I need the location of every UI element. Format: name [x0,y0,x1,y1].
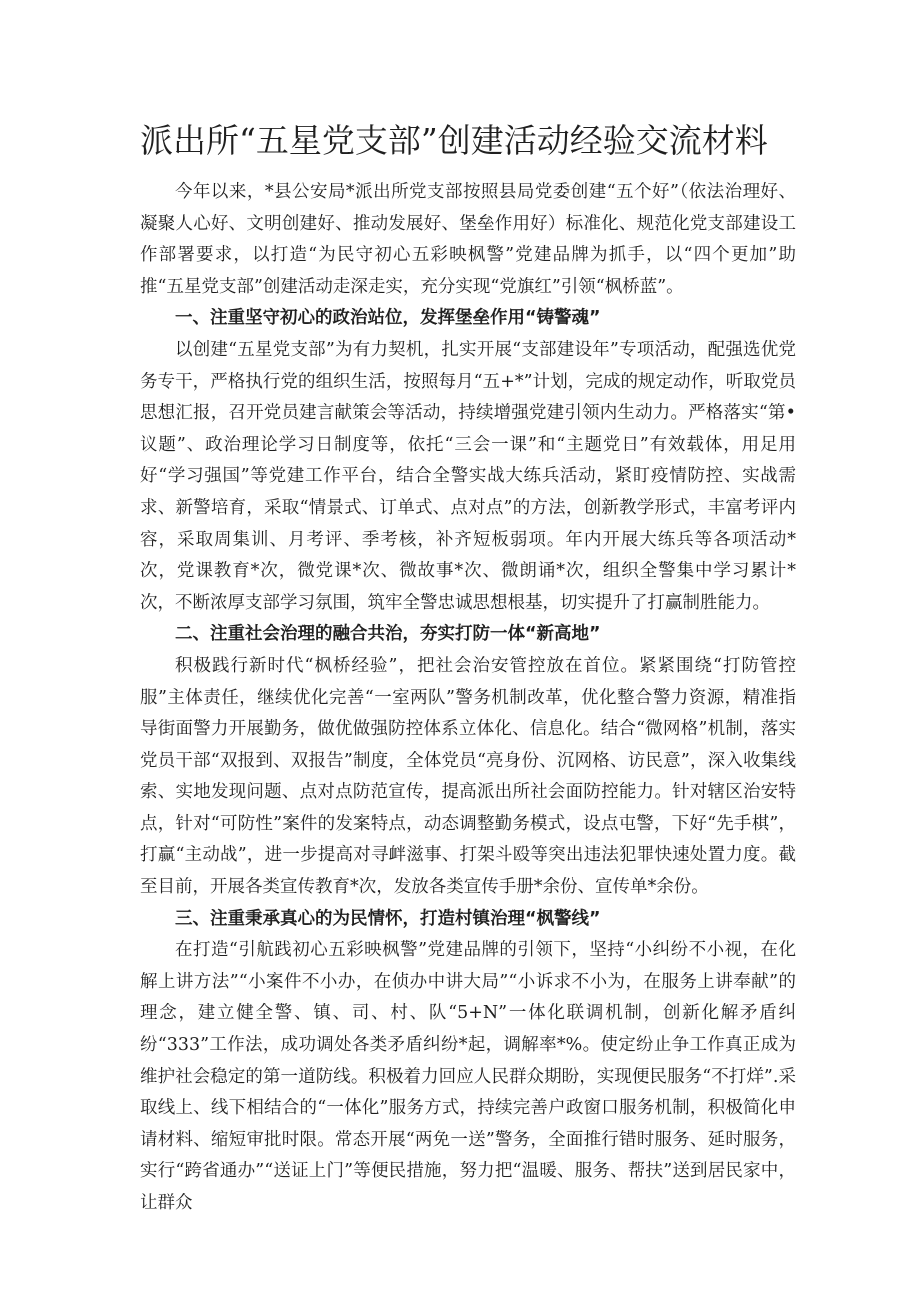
document-title: 派出所“五星党支部”创建活动经验交流材料 [140,121,768,160]
section-paragraph-3: 在打造“引航践初心五彩映枫警”党建品牌的引领下，坚持“小纠纷不小视，在化解上讲方法”“小案件不小办，在侦办中讲大局”“小诉求不小为，在服务上讲奉献”的理念，建立健全警、镇、司、村、队“5+N”一体化联调机制，创新化解矛盾纠纷“333”工作法，成功调处各类矛盾纠纷*起，调解率*%。使定纷止争工作真正成为维护社会稳定的第一道防线。积极着力回应人民群众期盼，实现便民服务“不打烊”.采取线上、线下相结合的“一体化”服务方式，持续完善户政窗口服务机制，积极简化申请材料、缩短审批时限。常态开展“两免一送”警务，全面推行错时服务、延时服务，实行“跨省通办”“送证上门”等便民措施，努力把“温暖、服务、帮扶”送到居民家中，让群众 [140,940,796,1213]
section-heading-2: 二、注重社会治理的融合共治，夯实打防一体“新高地” [175,624,601,645]
section-paragraph-1: 以创建“五星党支部”为有力契机，扎实开展“支部建设年”专项活动，配强选优党务专干，严格执行党的组织生活，按照每月“五+*”计划，完成的规定动作，听取党员思想汇报，召开党员建言献策会等活动，持续增强党建引领内生动力。严格落实“第•议题”、政治理论学习日制度等，依托“三会一课”和“主题党日”有效载体，用足用好“学习强国”等党建工作平台，结合全警实战大练兵活动，紧盯疫情防控、实战需求、新警培育，采取“情景式、订单式、点对点”的方法，创新教学形式，丰富考评内容，采取周集训、月考评、季考核，补齐短板弱项。年内开展大练兵等各项活动*次，党课教育*次，微党课*次、微故事*次、微朗诵*次，组织全警集中学习累计*次，不断浓厚支部学习氛围，筑牢全警忠诚思想根基，切实提升了打赢制胜能力。 [140,339,796,613]
section-paragraph-2: 积极践行新时代“枫桥经验”，把社会治安管控放在首位。紧紧围绕“打防管控服”主体责任，继续优化完善“一室两队”警务机制改革，优化整合警力资源，精准指导街面警力开展勤务，做优做强防控体系立体化、信息化。结合“微网格”机制，落实党员干部“双报到、双报告”制度，全体党员“亮身份、沉网格、访民意”，深入收集线索、实地发现问题、点对点防范宣传，提高派出所社会面防控能力。针对辖区治安特点，针对“可防性”案件的发案特点，动态调整勤务模式，设点屯警，下好“先手棋”，打赢“主动战”，进一步提高对寻衅滋事、打架斗殴等突出违法犯罪快速处置力度。截至目前，开展各类宣传教育*次，发放各类宣传手册*余份、宣传单*余份。 [140,655,796,898]
intro-paragraph: 今年以来，*县公安局*派出所党支部按照县局党委创建“五个好”（依法治理好、凝聚人心好、文明创建好、推动发展好、堡垒作用好）标准化、规范化党支部建设工作部署要求，以打造“为民守初心五彩映枫警”党建品牌为抓手，以“四个更加”助推“五星党支部”创建活动走深走实，充分实现“党旗红”引领“枫桥蓝”。 [140,182,796,297]
section-heading-1: 一、注重坚守初心的政治站位，发挥堡垒作用“铸警魂” [175,308,601,329]
section-heading-3: 三、注重秉承真心的为民情怀，打造村镇治理“枫警线” [175,908,601,929]
document-body [140,177,796,1220]
